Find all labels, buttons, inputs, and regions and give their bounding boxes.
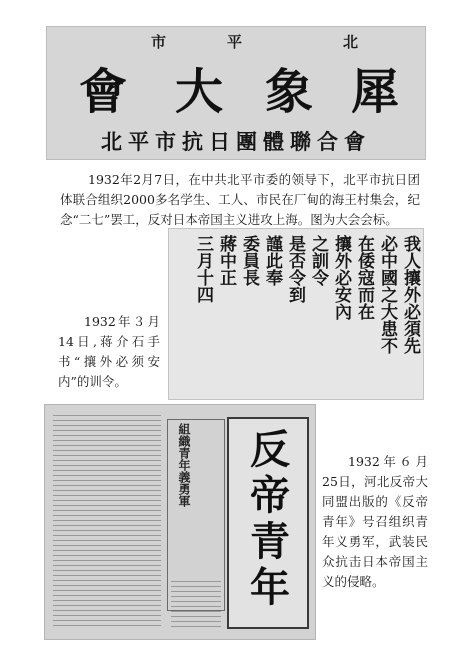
letter-column: 是否令到 xyxy=(285,235,305,303)
banner-big-char: 大 xyxy=(175,64,224,120)
banner-big-text xyxy=(51,59,421,125)
banner-top-text xyxy=(47,31,425,53)
banner-top-char: 北 xyxy=(343,33,359,51)
caption-3: 1932年６月25日，河北反帝大同盟出版的《反帝青年》号召组织青年义勇军，武装民众抗击日本帝国主义的侵略。 xyxy=(322,454,428,589)
caption-1: 1932年2月7日，在中共北平市委的领导下，北平市抗日团体联合组织2000多名学生、工人、市民在厂甸的海王村集会，纪念“二七”罢工，反对日本帝国主义进攻上海。图为大会会标。 xyxy=(60,172,420,227)
letter-photo xyxy=(168,228,424,400)
banner-big-char: 犀 xyxy=(351,64,400,120)
caption-2: 1932年３月14日,蒋介石手书“攘外必须安内”的训令。 xyxy=(58,314,160,389)
newspaper-title-frame xyxy=(227,417,309,629)
banner-big-char: 會 xyxy=(79,64,128,120)
letter-column: 我人攘外必須先 xyxy=(400,235,420,354)
letter-column: 之訓令 xyxy=(308,235,328,286)
newspaper-title: 反帝青年 xyxy=(250,426,290,611)
banner-top-char: 平 xyxy=(227,33,243,51)
banner-subtitle: 北平市抗日團體聯合會 xyxy=(101,129,371,154)
newspaper-sub-box xyxy=(167,419,225,611)
letter-column: 攘外必安內 xyxy=(331,235,351,320)
letter-column: 謹此奉 xyxy=(262,235,282,286)
letter-column: 必中國之大患不 xyxy=(377,235,397,354)
letter-column: 在倭寇而在 xyxy=(354,235,374,320)
letter-column: 蔣中正 xyxy=(216,235,236,286)
letter-column: 三月十四 xyxy=(193,235,213,303)
newspaper-photo xyxy=(44,404,316,640)
banner-top-char: 市 xyxy=(151,33,167,51)
banner-big-char: 象 xyxy=(265,64,314,120)
letter-column: 委員長 xyxy=(239,235,259,286)
banner-photo xyxy=(46,26,426,160)
newspaper-subtitle: 組織青年義勇軍 xyxy=(177,423,191,507)
newspaper-text-block xyxy=(53,415,161,629)
